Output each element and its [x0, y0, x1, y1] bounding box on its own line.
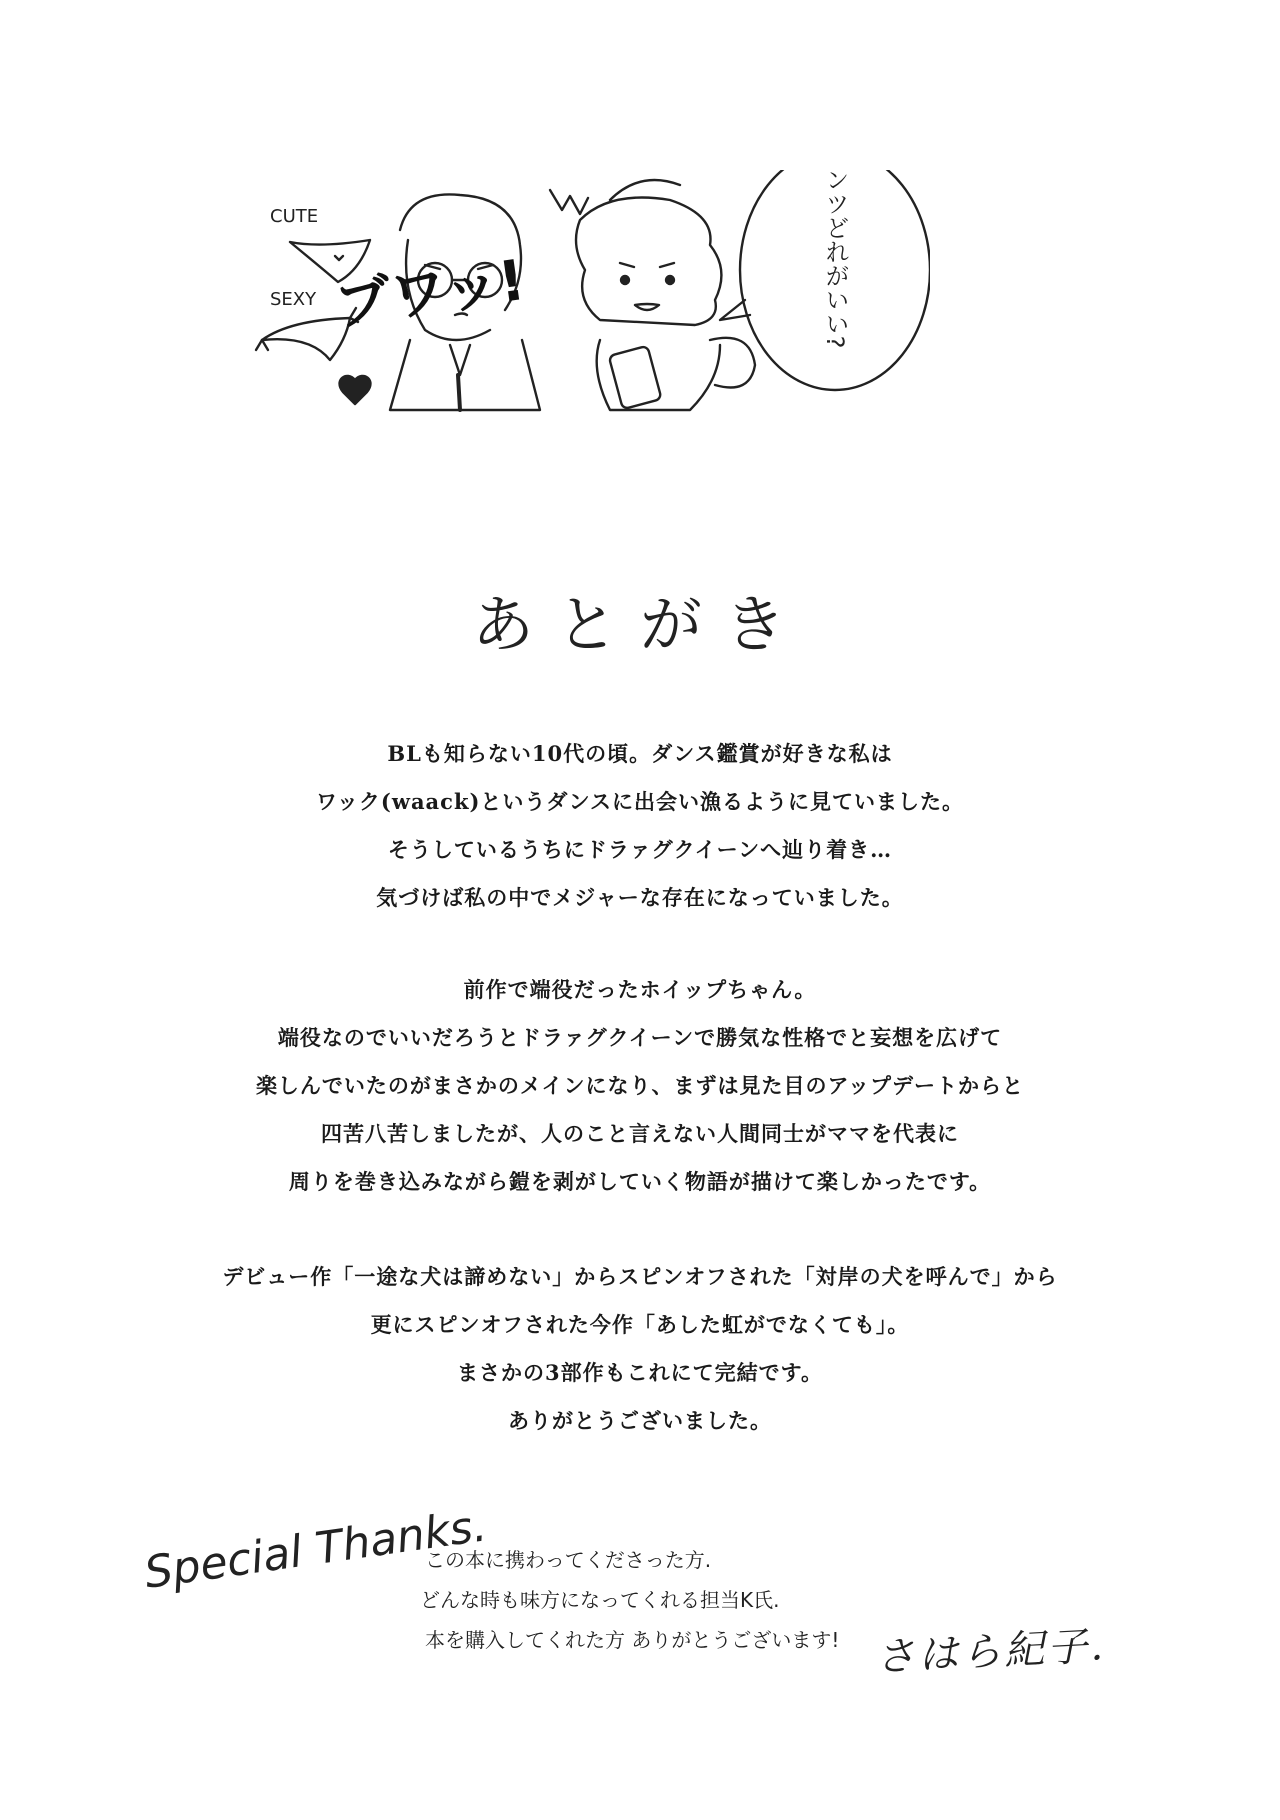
- sfx-text: ブワッ!: [330, 247, 529, 339]
- text-line: 前作で端役だったホイップちゃん。: [463, 977, 817, 1002]
- afterword-illustration: [250, 170, 930, 490]
- anger-mark-icon: [550, 190, 588, 214]
- page-title: あとがき: [471, 588, 808, 661]
- smartphone-icon: [609, 346, 662, 409]
- thanks-line: 本を購入してくれた方 ありがとうございます!: [425, 1628, 840, 1652]
- text-line: 端役なのでいいだろうとドラァグクイーンで勝気な性格でと妄想を広げて: [277, 1025, 1003, 1050]
- paragraph-1: [0, 730, 1280, 922]
- sexy-panties-icon: [262, 318, 350, 360]
- woman-with-phone-figure: [576, 180, 755, 410]
- sexy-label: SEXY: [270, 289, 317, 310]
- thanks-line: どんな時も味方になってくれる担当K氏.: [420, 1588, 780, 1612]
- text-line: 四苦八苦しましたが、人のこと言えない人間同士がママを代表に: [321, 1121, 959, 1146]
- text-line: 気づけば私の中でメジャーな存在になっていました。: [376, 885, 904, 910]
- paragraph-3: [0, 1253, 1280, 1445]
- text-line: 周りを巻き込みながら鎧を剥がしていく物語が描けて楽しかったです。: [288, 1169, 992, 1194]
- thanks-line: この本に携わってくださった方.: [425, 1548, 712, 1572]
- speech-bubble-text: 新しいパンツどれがいい?: [821, 170, 849, 349]
- cute-label: CUTE: [270, 206, 319, 227]
- text-line: ありがとうございました。: [508, 1408, 772, 1433]
- paragraph-2: [0, 966, 1280, 1206]
- text-line: 楽しんでいたのがまさかのメインになり、まずは見た目のアップデートからと: [255, 1073, 1025, 1098]
- text-line: まさかの3部作もこれにて完結です。: [457, 1360, 823, 1385]
- illustration-drawing: [250, 170, 930, 490]
- text-line: そうしているうちにドラァグクイーンへ辿り着き…: [387, 837, 893, 862]
- heart-icon: [340, 376, 371, 404]
- text-line: ワック(waack)というダンスに出会い漁るように見ていました。: [315, 789, 965, 814]
- special-thanks-message: [420, 1540, 840, 1660]
- special-thanks-heading: Special Thanks.: [141, 1500, 490, 1599]
- text-line: デビュー作「一途な犬は諦めない」からスピンオフされた「対岸の犬を呼んで」から: [222, 1264, 1058, 1289]
- text-line: BLも知らない10代の頃。ダンス鑑賞が好きな私は: [387, 741, 893, 766]
- author-signature: さはら紀子.: [874, 1622, 1107, 1682]
- text-line: 更にスピンオフされた今作「あした虹がでなくても」。: [370, 1312, 910, 1337]
